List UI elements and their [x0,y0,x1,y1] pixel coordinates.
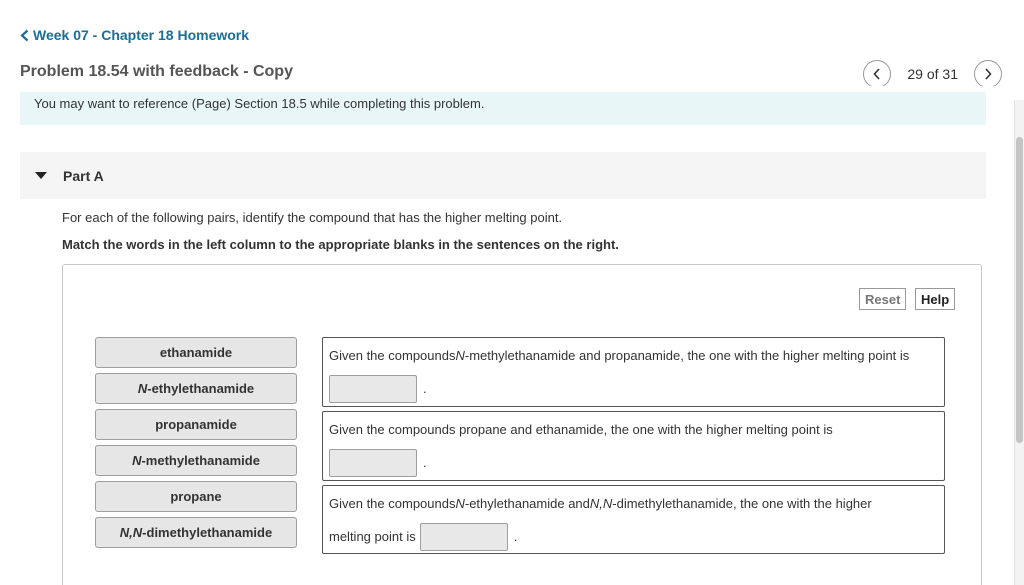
match-instructions: Match the words in the left column to the appropriate blanks in the sentences on the right. [62,237,619,252]
sentence-text [329,489,938,518]
sentence-text [329,341,938,370]
sentence-period: . [423,455,427,470]
chevron-left-icon [20,29,29,42]
reference-text: You may want to reference (Page) Section 18.5 while completing this problem. [34,96,485,111]
word-tile-label: propanamide [155,417,237,432]
sentence-period: . [423,381,427,396]
sentence-text [329,415,938,444]
reset-button[interactable]: Reset [859,288,906,310]
word-tile-label: ethanamide [159,345,233,360]
sentence-italic: N [455,496,465,511]
word-tile-label: -methylethanamide [141,453,260,468]
word-tile-italic-prefix: N [137,381,148,396]
blank-line [329,370,938,407]
word-bank [95,337,297,553]
sentence-period: . [513,529,518,544]
part-a-header[interactable] [20,152,986,199]
sentence-fragment: -ethylethanamide and [464,496,590,511]
caret-down-icon [35,172,47,179]
back-link-label: Week 07 - Chapter 18 Homework [33,27,250,43]
answer-blank-3[interactable] [420,523,508,551]
blank-line [329,518,938,555]
word-tile-label: -ethylethanamide [147,381,255,396]
answer-blank-2[interactable] [329,449,417,477]
chevron-left-icon [872,68,882,80]
question-instructions: For each of the following pairs, identify the compound that has the higher melting point. [62,210,563,225]
sentence-fragment: melting point is [329,529,416,544]
problem-title: Problem 18.54 with feedback - Copy [20,63,293,80]
word-tile-propanamide[interactable] [95,409,297,440]
word-tile-italic-prefix: N,N [119,525,143,540]
word-tile-ethanamide[interactable] [95,337,297,368]
chevron-right-icon [983,68,993,80]
sentence-fragment: -dimethylethanamide, the one with the higher [612,496,872,511]
drag-drop-workspace [62,264,982,585]
sentence-fragment: Given the compounds [329,496,456,511]
reference-banner [20,92,986,125]
scrollbar-thumb[interactable] [1016,137,1023,443]
header-divider [0,86,1012,92]
answer-blank-1[interactable] [329,375,417,403]
blank-line [329,444,938,481]
sentence-italic: N,N [589,496,613,511]
sentence-italic: N [455,348,465,363]
sentence-box-2 [322,411,945,481]
word-tile-label: propane [170,489,222,504]
previous-problem-button[interactable] [863,60,891,88]
word-tile-italic-prefix: N [132,453,142,468]
word-tile-n-methylethanamide[interactable] [95,445,297,476]
sentence-box-1 [322,337,945,407]
part-label: Part A [63,167,104,184]
help-button[interactable]: Help [915,288,955,310]
word-tile-nn-dimethylethanamide[interactable] [95,517,297,548]
sentence-fragment: Given the compounds propane and ethanamide, the one with the higher melting point is [329,422,833,437]
back-to-assignment-link[interactable] [20,27,249,43]
word-tile-n-ethylethanamide[interactable] [95,373,297,404]
next-problem-button[interactable] [974,60,1002,88]
word-tile-label: -dimethylethanamide [142,525,273,540]
problem-count: 29 of 31 [907,66,958,82]
sentence-fragment: Given the compounds [329,348,456,363]
problem-pager [863,60,1002,88]
sentence-box-3 [322,485,945,554]
sentence-fragment: -methylethanamide and propanamide, the one with the higher melting point is [464,348,910,363]
word-tile-propane[interactable] [95,481,297,512]
